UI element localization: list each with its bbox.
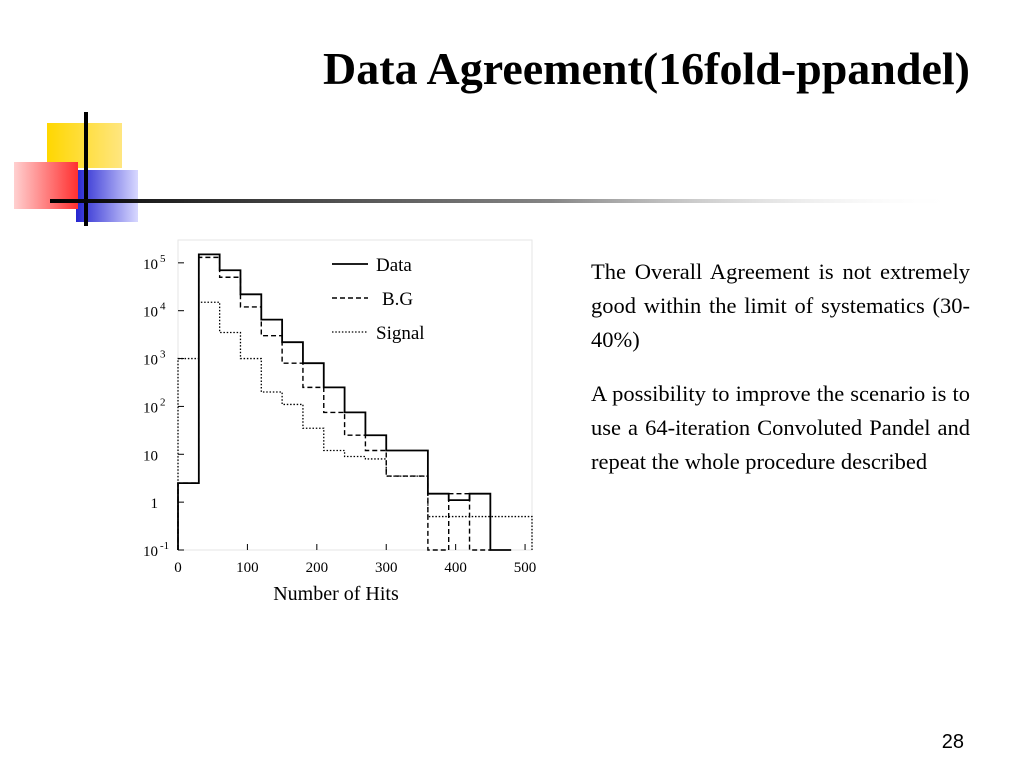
- deco-vertical-rule: [84, 112, 88, 226]
- chart-series: [178, 254, 532, 550]
- y-tick-label: 10: [143, 448, 158, 465]
- paragraph: The Overall Agreement is not extremely good within the limit of systematics (30-40%): [591, 259, 970, 352]
- slide-decoration: [0, 0, 1024, 240]
- legend-label: B.G: [382, 289, 414, 310]
- chart-frame: [178, 240, 532, 550]
- body-text: [591, 255, 970, 499]
- legend-label: Data: [376, 255, 412, 276]
- x-tick-label: 400: [444, 560, 467, 576]
- y-tick-label: 10: [143, 544, 158, 560]
- y-tick-label: 10: [143, 304, 158, 321]
- y-tick-exponent: -1: [160, 540, 170, 552]
- y-tick-exponent: 2: [160, 396, 166, 409]
- slide-number: 28: [941, 731, 964, 753]
- x-tick-label: 200: [305, 560, 329, 576]
- y-tick-exponent: 3: [160, 348, 166, 361]
- x-tick-label: 300: [374, 560, 398, 576]
- y-tick-label: 1: [150, 496, 158, 513]
- x-tick-label: 100: [236, 560, 259, 576]
- series-signal: [178, 302, 532, 550]
- y-tick-label: 10: [143, 400, 158, 417]
- chart-legend: [332, 255, 425, 344]
- y-tick-label: 10: [143, 256, 158, 273]
- paragraph: A possibility to improve the scenario is to use a 64-iteration Convoluted Pandel and repeat the whole procedure described: [591, 381, 970, 474]
- y-tick-exponent: 4: [160, 300, 166, 313]
- x-tick-label: 500: [513, 560, 537, 576]
- histogram-chart: [130, 236, 550, 616]
- series-data: [178, 254, 511, 550]
- x-tick-label: 0: [174, 560, 182, 576]
- legend-label: Signal: [376, 323, 425, 344]
- x-axis-label: Number of Hits: [273, 583, 399, 605]
- slide-title: Data Agreement(16fold-ppandel): [323, 43, 970, 94]
- series-b-g: [178, 257, 490, 550]
- y-tick-exponent: 5: [160, 252, 166, 265]
- title-underline: [50, 199, 960, 203]
- y-tick-label: 10: [143, 352, 158, 369]
- chart-axes: [143, 253, 536, 576]
